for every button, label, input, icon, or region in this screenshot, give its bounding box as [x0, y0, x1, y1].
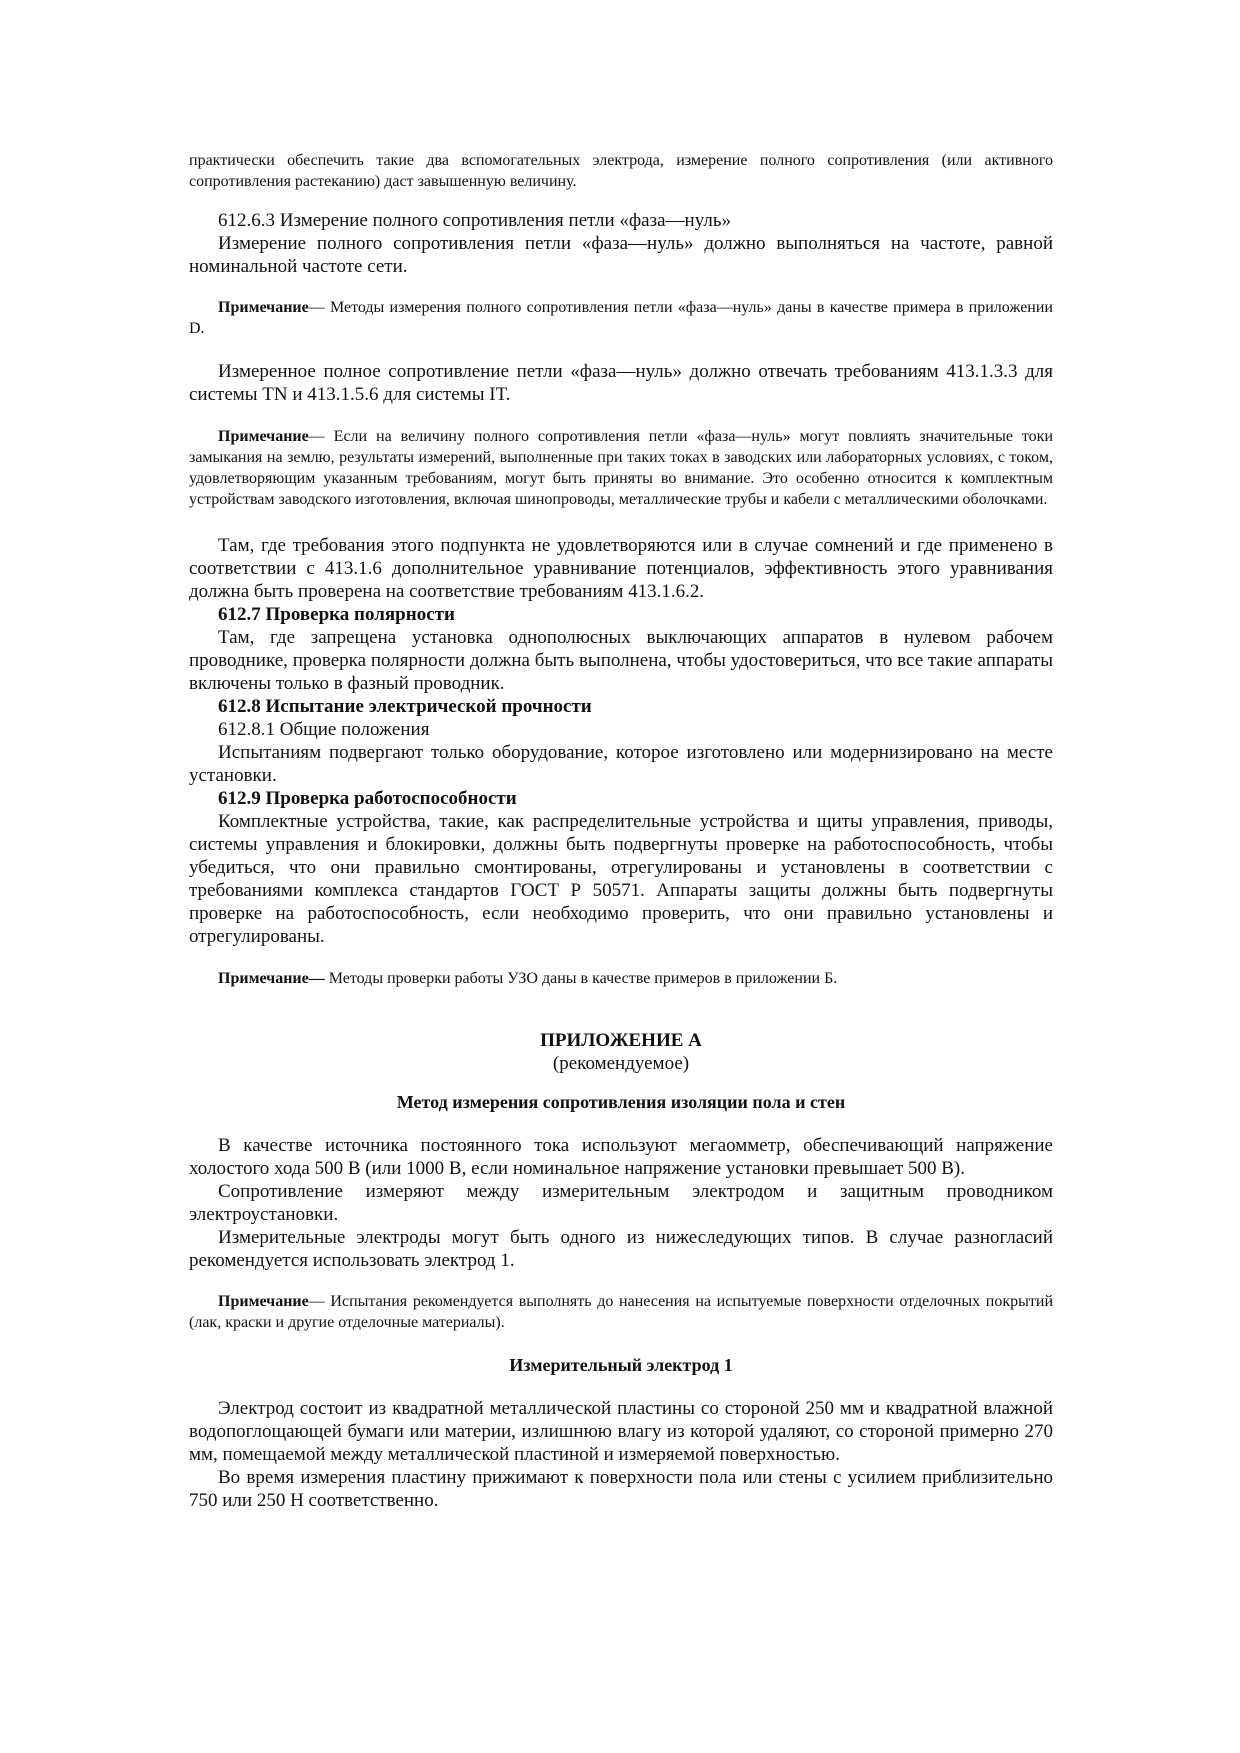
note-text: Методы проверки работы УЗО даны в качестве примеров в приложении Б. [324, 970, 838, 987]
paragraph-functional-check: Комплектные устройства, такие, как распределительные устройства и щиты управления, приводы, системы управления и блокировки, должны быть подвергнуты проверке на работоспособность, чтобы убедиться, что они правильно смонтированы, отрегулированы и установлены в соответствии с требованиями комплекса стандартов ГОСТ Р 50571. Аппараты защиты должны быть подвергнуты проверке на работоспособность, если необходимо проверить, что они правильно установлены и отрегулированы. [189, 811, 1053, 947]
note-label: Примечание [218, 428, 309, 445]
paragraph-electrodes: Измерительные электроды могут быть одного из нижеследующих типов. В случае разногласий рекомендуется использовать электрод 1. [189, 1227, 1053, 1271]
paragraph-polarity: Там, где запрещена установка однополюсных выключающих аппаратов в нулевом рабочем проводнике, проверка полярности должна быть выполнена, чтобы удостовериться, что все такие аппараты включены только в фазный проводник. [189, 627, 1053, 694]
paragraph-tests: Испытаниям подвергают только оборудование, которое изготовлено или модернизировано на месте установки. [189, 742, 1053, 786]
appendix-subtitle: (рекомендуемое) [552, 1053, 690, 1074]
document-page [189, 150, 1053, 1512]
paragraph-resistance: Сопротивление измеряют между измерительным электродом и защитным проводником электроустановки. [189, 1181, 1053, 1225]
heading-612-8-1: 612.8.1 Общие положения [218, 719, 430, 740]
appendix-heading: Метод измерения сопротивления изоляции пола и стен [396, 1092, 846, 1112]
paragraph-intro: практически обеспечить такие два вспомогательных электрода, измерение полного сопротивления (или активного сопротивления растеканию) даст завышенную величину. [189, 152, 1053, 190]
paragraph-equalization: Там, где требования этого подпункта не удовлетворяются или в случае сомнений и где применено в соответствии с 413.1.6 дополнительное уравнивание потенциалов, эффективность этого уравнивания должна быть проверена на соответствие требованиям 413.1.6.2. [189, 535, 1053, 602]
note-text: — Испытания рекомендуется выполнять до нанесения на испытуемые поверхности отделочных покрытий (лак, краски и другие отделочные материалы). [189, 1293, 1053, 1331]
note-label: Примечание [218, 1293, 309, 1310]
note-text: — Если на величину полного сопротивления петли «фаза—нуль» могут повлиять значительные токи замыкания на землю, результаты измерений, выполненные при таких токах в заводских или лабораторных условиях, с током, удовлетворяющим указанным требованиям, могут быть приняты во внимание. Это особенно относится к комплектным устройствам заводского изготовления, включая шинопроводы, металлические трубы и кабели с металлическими оболочками. [189, 428, 1053, 508]
heading-612-8: 612.8 Испытание электрической прочности [218, 696, 592, 717]
heading-612-6-3: 612.6.3 Измерение полного сопротивления петли «фаза—нуль» [218, 210, 732, 231]
appendix-title: ПРИЛОЖЕНИЕ А [540, 1030, 702, 1051]
note-1 [189, 297, 1053, 339]
note-3 [189, 968, 1053, 989]
heading-612-7: 612.7 Проверка полярности [218, 604, 455, 625]
paragraph-electrode-description: Электрод состоит из квадратной металлической пластины со стороной 250 мм и квадратной влажной водопоглощающей бумаги или материи, излишнюю влагу из которой удаляют, со стороной примерно 270 мм, помещаемой между металлической пластиной и измеряемой поверхностью. [189, 1398, 1053, 1465]
note-4 [189, 1291, 1053, 1333]
paragraph-pressure: Во время измерения пластину прижимают к поверхности пола или стены с усилием приблизительно 750 или 250 Н соответственно. [189, 1467, 1053, 1511]
note-label: Примечание— [218, 970, 325, 987]
heading-612-9: 612.9 Проверка работоспособности [218, 788, 517, 809]
note-label: Примечание [218, 299, 309, 316]
electrode-1-heading: Измерительный электрод 1 [509, 1355, 733, 1375]
note-2 [189, 426, 1053, 510]
paragraph-megaohmmeter: В качестве источника постоянного тока используют мегаомметр, обеспечивающий напряжение холостого хода 500 В (или 1000 В, если номинальное напряжение установки превышает 500 В). [189, 1135, 1053, 1179]
paragraph-loop-requirements: Измеренное полное сопротивление петли «фаза—нуль» должно отвечать требованиям 413.1.3.3 для системы TN и 413.1.5.6 для системы IT. [189, 361, 1053, 405]
paragraph-loop-frequency: Измерение полного сопротивления петли «фаза—нуль» должно выполняться на частоте, равной номинальной частоте сети. [189, 233, 1053, 277]
note-text: — Методы измерения полного сопротивления петли «фаза—нуль» даны в качестве примера в приложении D. [189, 299, 1053, 337]
